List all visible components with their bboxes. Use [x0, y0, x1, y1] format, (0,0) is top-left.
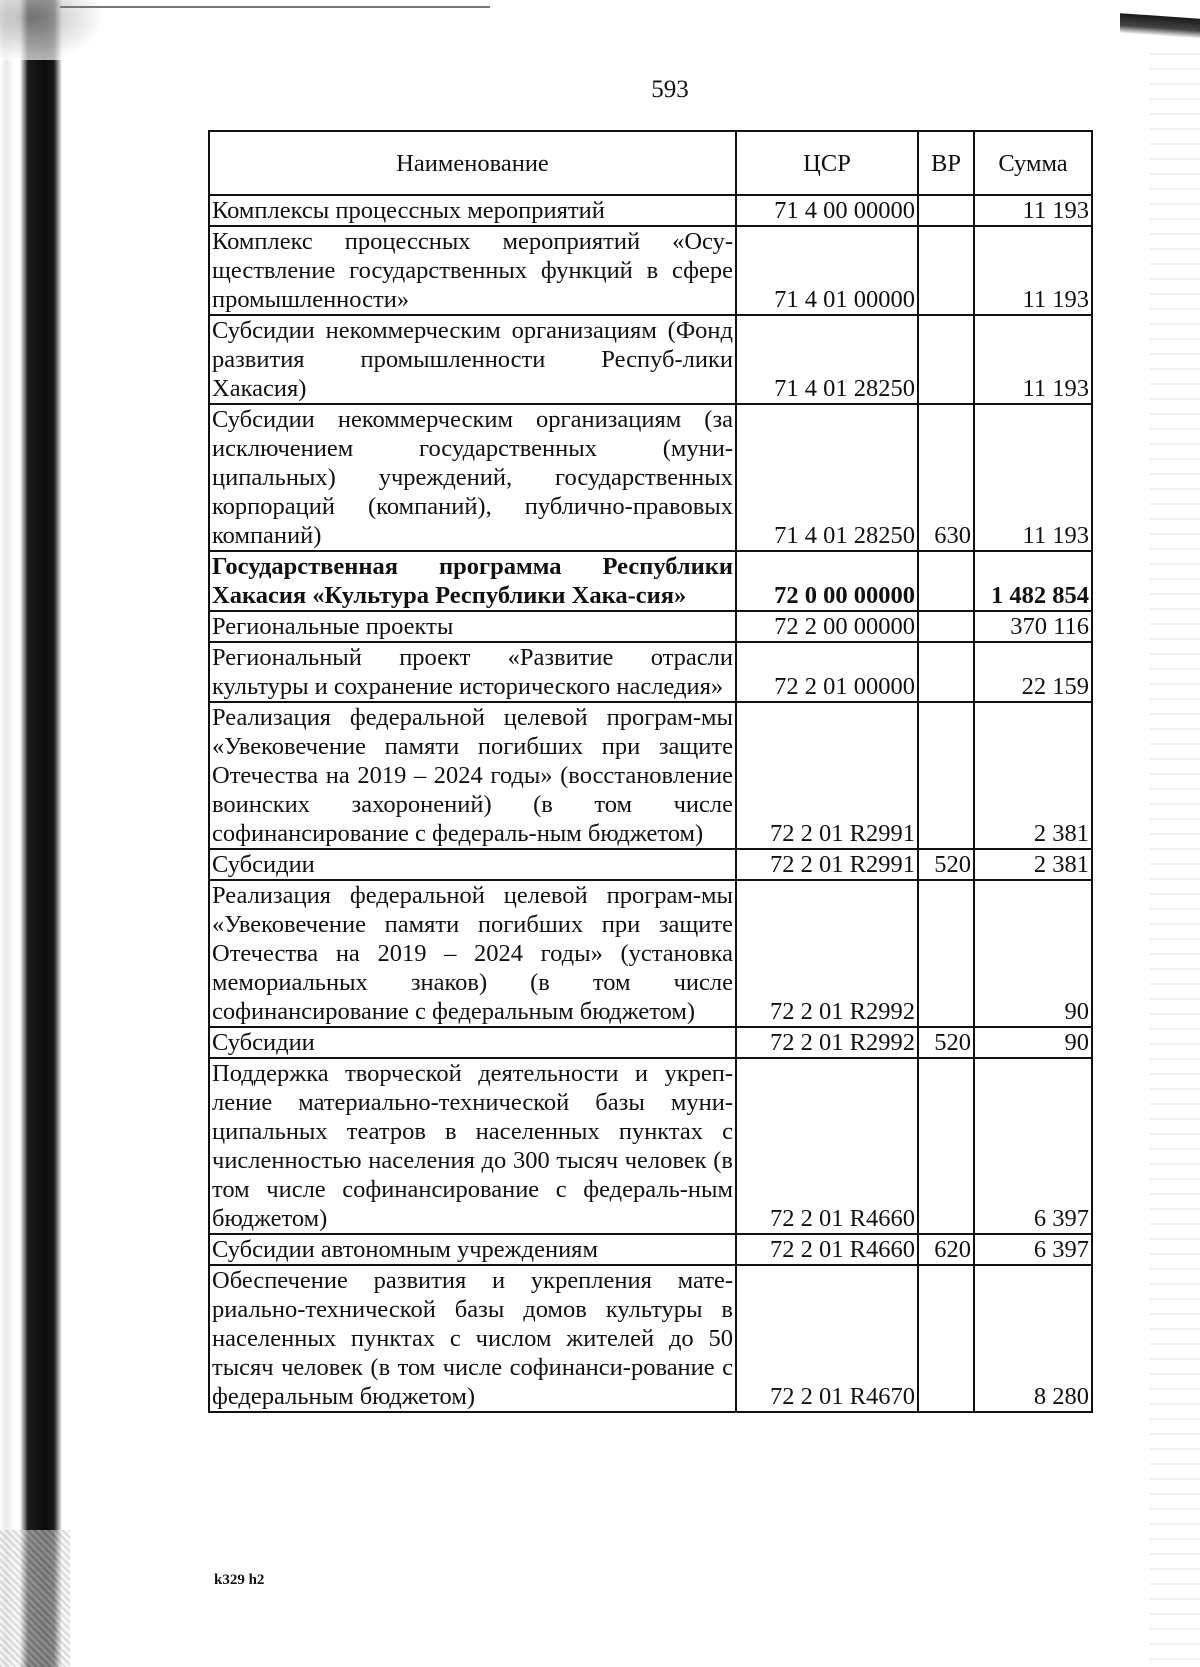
document-code: k329 h2 [214, 1572, 265, 1588]
row-name: Комплекс процессных мероприятий «Осу-ществление государственных функций в сфере промышленности» [209, 226, 736, 315]
row-vr [918, 226, 974, 315]
row-vr: 620 [918, 1234, 974, 1265]
row-sum: 6 397 [974, 1058, 1092, 1234]
row-sum: 11 193 [974, 226, 1092, 315]
row-vr [918, 611, 974, 642]
scan-right-corner-shadow [1120, 13, 1200, 39]
row-vr [918, 195, 974, 226]
row-name: Государственная программа Республики Хакасия «Культура Республики Хака-сия» [209, 551, 736, 611]
row-name: Субсидии некоммерческим организациям (за исключением государственных (муни-ципальных) учреждений, государственных корпораций (компаний), публично-правовых компаний) [209, 404, 736, 551]
row-csr: 72 0 00 00000 [736, 551, 918, 611]
row-name: Реализация федеральной целевой програм-мы «Увековечение памяти погибших при защите Отечества на 2019 – 2024 годы» (установка мемориальных знаков) (в том числе софинансирование с федеральным бюджетом) [209, 880, 736, 1027]
row-name: Субсидии автономным учреждениям [209, 1234, 736, 1265]
row-sum: 370 116 [974, 611, 1092, 642]
row-vr: 630 [918, 404, 974, 551]
row-name: Региональный проект «Развитие отрасли культуры и сохранение исторического наследия» [209, 642, 736, 702]
row-sum: 11 193 [974, 315, 1092, 404]
row-vr [918, 702, 974, 849]
header-vr: ВР [918, 131, 974, 195]
header-csr: ЦСР [736, 131, 918, 195]
row-vr [918, 1058, 974, 1234]
row-sum: 22 159 [974, 642, 1092, 702]
table-header-row [209, 131, 1092, 195]
row-name: Субсидии [209, 1027, 736, 1058]
row-vr [918, 880, 974, 1027]
row-csr: 72 2 01 00000 [736, 642, 918, 702]
row-csr: 72 2 01 R4660 [736, 1058, 918, 1234]
row-name: Региональные проекты [209, 611, 736, 642]
page-number-container [0, 76, 1200, 104]
row-vr [918, 642, 974, 702]
page-number: 593 [651, 76, 689, 103]
row-name: Субсидии некоммерческим организациям (Фонд развития промышленности Респуб-лики Хакасия) [209, 315, 736, 404]
row-csr: 72 2 01 R2991 [736, 849, 918, 880]
budget-table [208, 130, 1093, 1413]
table-row [209, 226, 1092, 315]
table-row [209, 404, 1092, 551]
table-row [209, 702, 1092, 849]
table-row [209, 611, 1092, 642]
row-name: Реализация федеральной целевой програм-мы «Увековечение памяти погибших при защите Отечества на 2019 – 2024 годы» (восстановление воинских захоронений) (в том числе софинансирование с федераль-ным бюджетом) [209, 702, 736, 849]
row-sum: 1 482 854 [974, 551, 1092, 611]
scan-left-margin-shadow [0, 0, 64, 1667]
row-vr: 520 [918, 1027, 974, 1058]
table-row [209, 849, 1092, 880]
table-row [209, 315, 1092, 404]
scan-bottom-noise [0, 1530, 70, 1667]
table-row [209, 1265, 1092, 1412]
scan-right-edge-noise [1150, 40, 1200, 1667]
row-sum: 2 381 [974, 849, 1092, 880]
row-sum: 2 381 [974, 702, 1092, 849]
row-name: Обеспечение развития и укрепления мате-риально-технической базы домов культуры в населенных пунктах с числом жителей до 50 тысяч человек (в том числе софинанси-рование с федеральным бюджетом) [209, 1265, 736, 1412]
row-sum: 8 280 [974, 1265, 1092, 1412]
row-vr: 520 [918, 849, 974, 880]
row-csr: 71 4 00 00000 [736, 195, 918, 226]
row-sum: 11 193 [974, 404, 1092, 551]
scan-corner-smudge [0, 0, 100, 60]
row-csr: 72 2 01 R2991 [736, 702, 918, 849]
table-row [209, 880, 1092, 1027]
row-vr [918, 315, 974, 404]
header-sum: Сумма [974, 131, 1092, 195]
header-name: Наименование [209, 131, 736, 195]
scan-top-edge-line [60, 6, 490, 8]
row-sum: 11 193 [974, 195, 1092, 226]
table-row [209, 195, 1092, 226]
table-row-program [209, 551, 1092, 611]
row-csr: 72 2 01 R4670 [736, 1265, 918, 1412]
row-sum: 90 [974, 880, 1092, 1027]
row-sum: 90 [974, 1027, 1092, 1058]
table-row [209, 1027, 1092, 1058]
row-csr: 71 4 01 28250 [736, 404, 918, 551]
row-name: Субсидии [209, 849, 736, 880]
row-csr: 71 4 01 28250 [736, 315, 918, 404]
table-row [209, 642, 1092, 702]
row-csr: 72 2 01 R2992 [736, 1027, 918, 1058]
row-vr [918, 551, 974, 611]
row-name: Комплексы процессных мероприятий [209, 195, 736, 226]
row-csr: 72 2 01 R2992 [736, 880, 918, 1027]
row-sum: 6 397 [974, 1234, 1092, 1265]
table-row [209, 1234, 1092, 1265]
row-csr: 72 2 01 R4660 [736, 1234, 918, 1265]
row-csr: 71 4 01 00000 [736, 226, 918, 315]
row-vr [918, 1265, 974, 1412]
row-name: Поддержка творческой деятельности и укреп-ление материально-технической базы муни-ципальных театров в населенных пунктах с численностью населения до 300 тысяч человек (в том числе софинансирование с федераль-ным бюджетом) [209, 1058, 736, 1234]
row-csr: 72 2 00 00000 [736, 611, 918, 642]
table-row [209, 1058, 1092, 1234]
